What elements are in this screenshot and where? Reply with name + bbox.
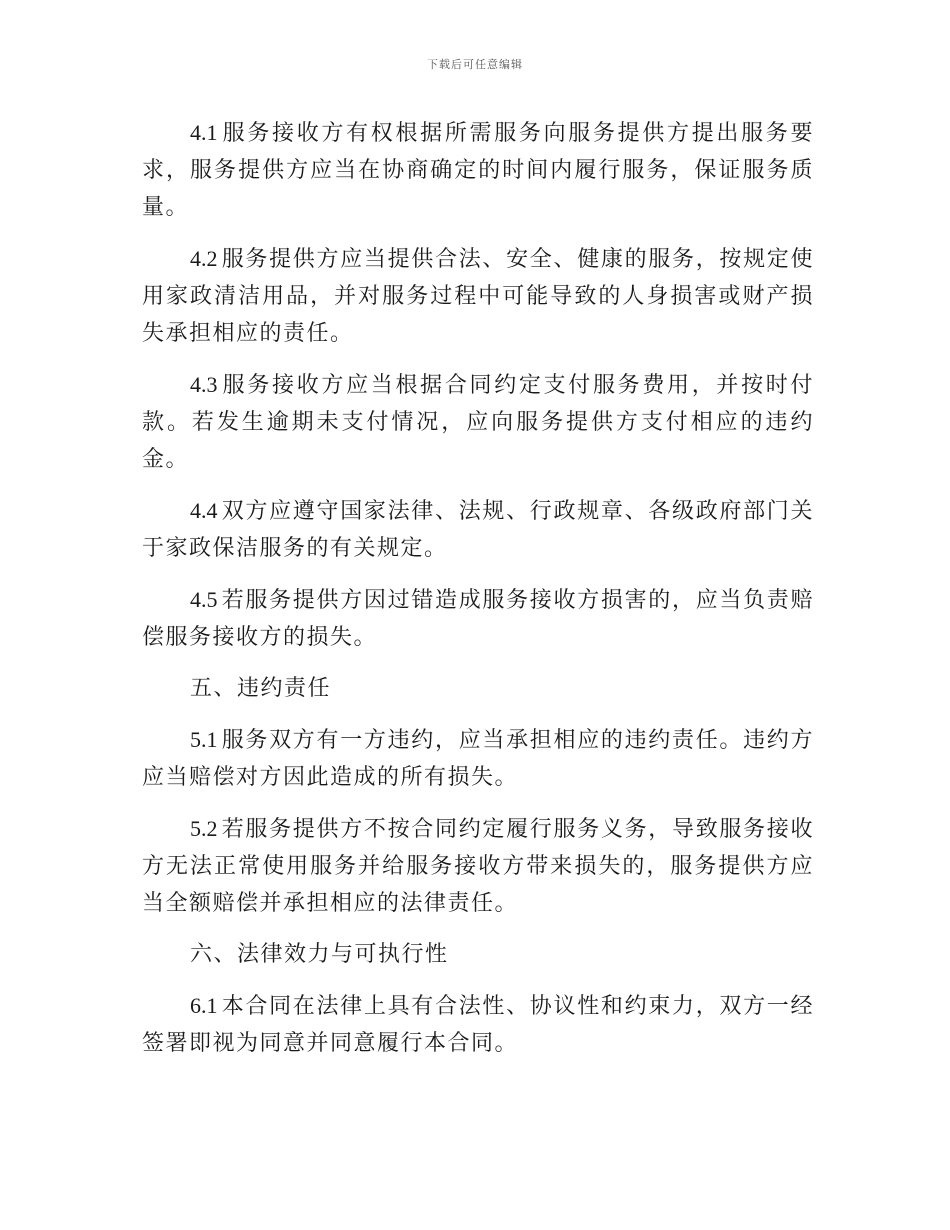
clause-number: 6.1	[190, 993, 218, 1018]
clause-number: 5.1	[190, 727, 218, 752]
clause-text: 服务提供方应当提供合法、安全、健康的服务，按规定使用家政清洁用品，并对服务过程中可能导致的人身损害或财产损失承担相应的责任。	[142, 247, 814, 346]
clause-5-1	[142, 721, 814, 796]
clause-6-1	[142, 987, 814, 1062]
clause-number: 4.5	[190, 587, 218, 612]
clause-number: 4.1	[190, 120, 218, 145]
clause-4-2	[142, 240, 814, 352]
clause-text: 若服务提供方不按合同约定履行服务义务，导致服务接收方无法正常使用服务并给服务接收方带来损失的，服务提供方应当全额赔偿并承担相应的法律责任。	[142, 817, 814, 916]
page-header: 下载后可任意编辑	[427, 58, 523, 71]
clause-text: 服务接收方应当根据合同约定支付服务费用，并按时付款。若发生逾期未支付情况，应向服务提供方支付相应的违约金。	[142, 373, 814, 472]
clause-text: 若服务提供方因过错造成服务接收方损害的，应当负责赔偿服务接收方的损失。	[142, 588, 814, 650]
clause-number: 4.3	[190, 372, 218, 397]
clause-number: 4.4	[190, 498, 218, 523]
document-body	[142, 114, 814, 1076]
section-heading-5: 五、违约责任	[190, 676, 332, 701]
clause-text: 服务双方有一方违约，应当承担相应的违约责任。违约方应当赔偿对方因此造成的所有损失。	[142, 728, 814, 790]
clause-text: 双方应遵守国家法律、法规、行政规章、各级政府部门关于家政保洁服务的有关规定。	[142, 499, 814, 561]
section-heading-6: 六、法律效力与可执行性	[190, 942, 449, 967]
clause-number: 5.2	[190, 816, 218, 841]
clause-4-4	[142, 492, 814, 567]
clause-4-3	[142, 366, 814, 478]
clause-number: 4.2	[190, 246, 218, 271]
clause-4-5	[142, 581, 814, 656]
clause-4-1	[142, 114, 814, 226]
clause-text: 本合同在法律上具有合法性、协议性和约束力，双方一经签署即视为同意并同意履行本合同。	[142, 994, 814, 1056]
clause-5-2	[142, 810, 814, 922]
clause-text: 服务接收方有权根据所需服务向服务提供方提出服务要求，服务提供方应当在协商确定的时间内履行服务，保证服务质量。	[142, 121, 814, 220]
